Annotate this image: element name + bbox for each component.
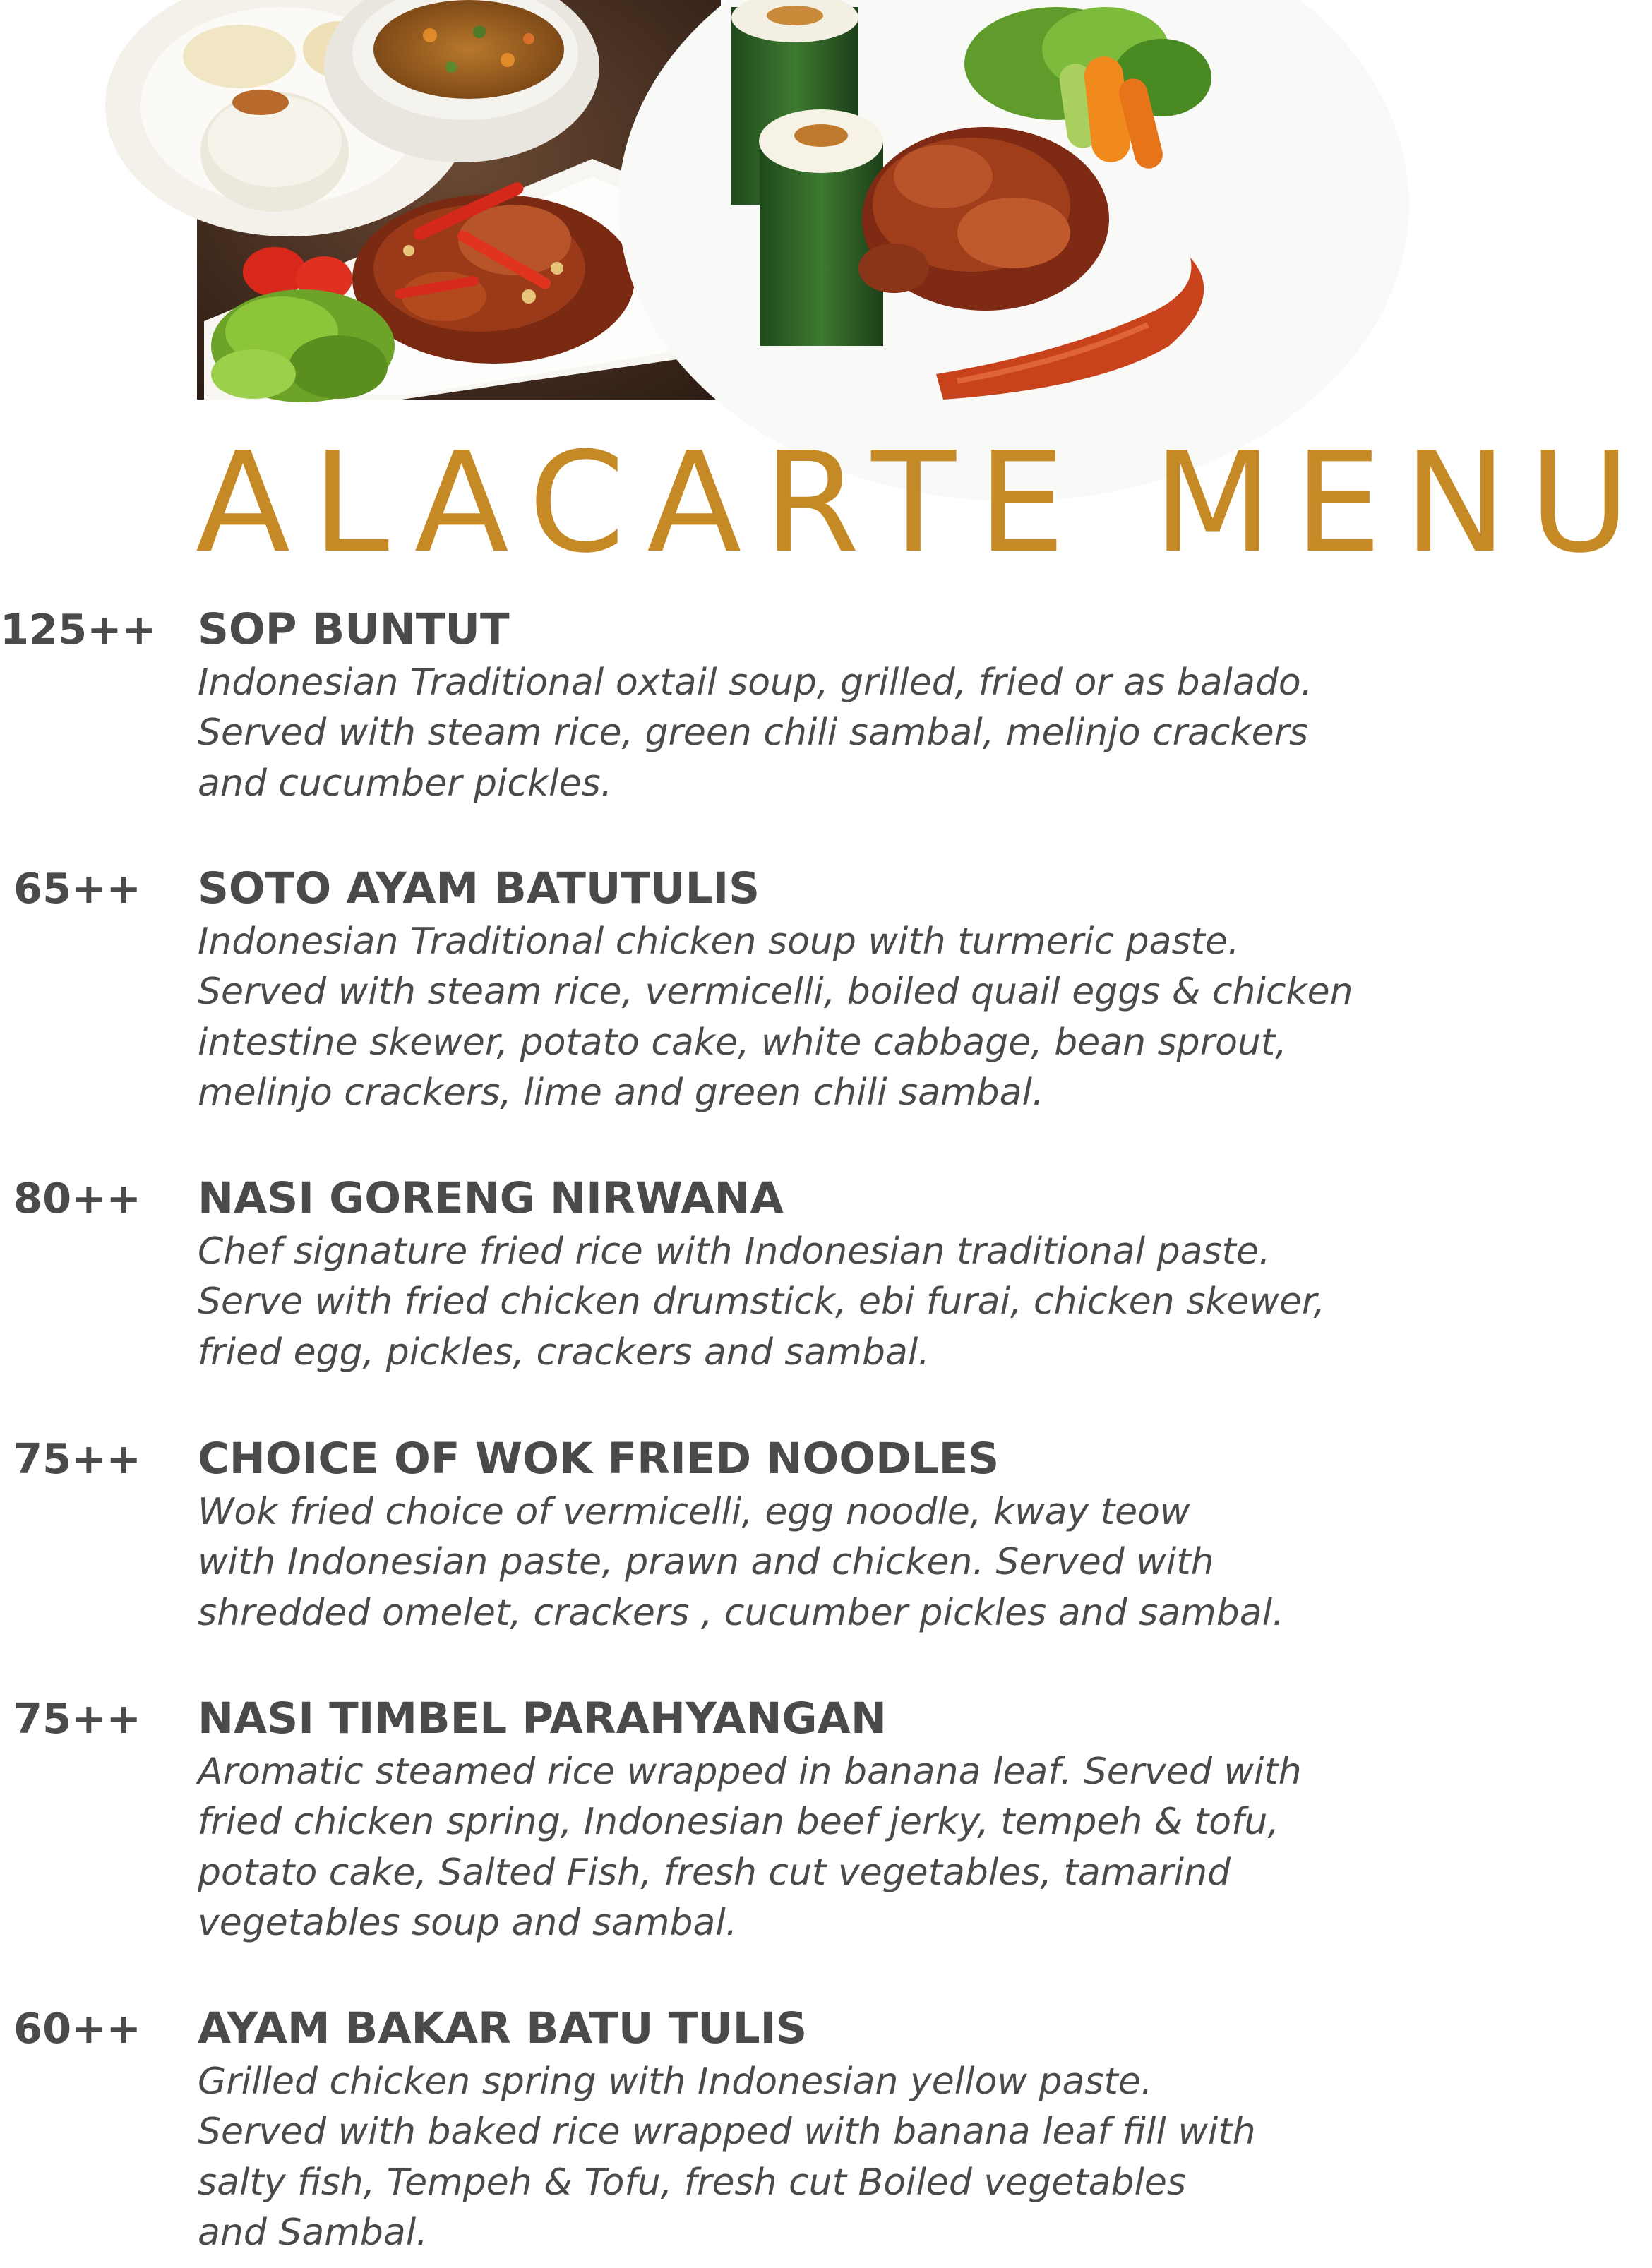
description-line: Wok fried choice of vermicelli, egg noodle, kway teow xyxy=(198,1491,1190,1533)
item-description xyxy=(198,1747,1302,1948)
item-price: 65++ xyxy=(13,864,141,913)
item-description xyxy=(198,1227,1325,1378)
rice-in-banana-leaf-with-grilled-chicken-photo xyxy=(731,0,1254,400)
item-name: SOP BUNTUT xyxy=(198,604,510,654)
description-line: Serve with fried chicken drumstick, ebi furai, chicken skewer, xyxy=(198,1280,1326,1324)
item-price: 75++ xyxy=(13,1434,141,1483)
item-price: 80++ xyxy=(13,1174,141,1223)
description-line: salty fish, Tempeh & Tofu, fresh cut Boiled vegetables xyxy=(198,2161,1187,2204)
item-description xyxy=(198,2057,1256,2258)
description-line: shredded omelet, crackers , cucumber pickles and sambal. xyxy=(198,1591,1284,1634)
menu-title: ALACARTE MENU xyxy=(196,423,1652,584)
description-line: and Sambal. xyxy=(198,2211,428,2254)
item-price: 75++ xyxy=(13,1694,141,1743)
description-line: Indonesian Traditional chicken soup with turmeric paste. xyxy=(198,920,1240,963)
item-price: 125++ xyxy=(0,605,157,654)
item-description xyxy=(198,917,1353,1118)
description-line: intestine skewer, potato cake, white cabbage, bean sprout, xyxy=(198,1021,1287,1064)
description-line: Served with steam rice, green chili sambal, melinjo crackers xyxy=(198,712,1309,755)
description-line: with Indonesian paste, prawn and chicken. Served with xyxy=(198,1541,1214,1584)
item-description xyxy=(198,658,1312,809)
description-line: melinjo crackers, lime and green chili sambal. xyxy=(198,1071,1044,1114)
description-line: Indonesian Traditional oxtail soup, grilled, fried or as balado. xyxy=(198,661,1313,704)
description-line: vegetables soup and sambal. xyxy=(198,1901,738,1944)
description-line: Aromatic steamed rice wrapped in banana leaf. Served with xyxy=(198,1751,1302,1793)
description-line: and cucumber pickles. xyxy=(198,762,613,805)
description-line: Served with baked rice wrapped with banana leaf fill with xyxy=(198,2111,1256,2154)
description-line: fried egg, pickles, crackers and sambal. xyxy=(198,1331,930,1374)
description-line: Chef signature fried rice with Indonesian traditional paste. xyxy=(198,1230,1271,1273)
item-name: SOTO AYAM BATUTULIS xyxy=(198,863,760,913)
description-line: potato cake, Salted Fish, fresh cut vegetables, tamarind xyxy=(198,1851,1231,1894)
item-name: AYAM BAKAR BATU TULIS xyxy=(198,2003,808,2053)
item-name: NASI GORENG NIRWANA xyxy=(198,1173,784,1223)
description-line: fried chicken spring, Indonesian beef jerky, tempeh & tofu, xyxy=(198,1801,1279,1844)
description-line: Served with steam rice, vermicelli, boiled quail eggs & chicken xyxy=(198,971,1353,1014)
item-description xyxy=(198,1487,1284,1638)
item-price: 60++ xyxy=(13,2004,141,2053)
description-line: Grilled chicken spring with Indonesian yellow paste. xyxy=(198,2060,1153,2103)
item-name: NASI TIMBEL PARAHYANGAN xyxy=(198,1693,887,1744)
item-name: CHOICE OF WOK FRIED NOODLES xyxy=(198,1434,1000,1484)
